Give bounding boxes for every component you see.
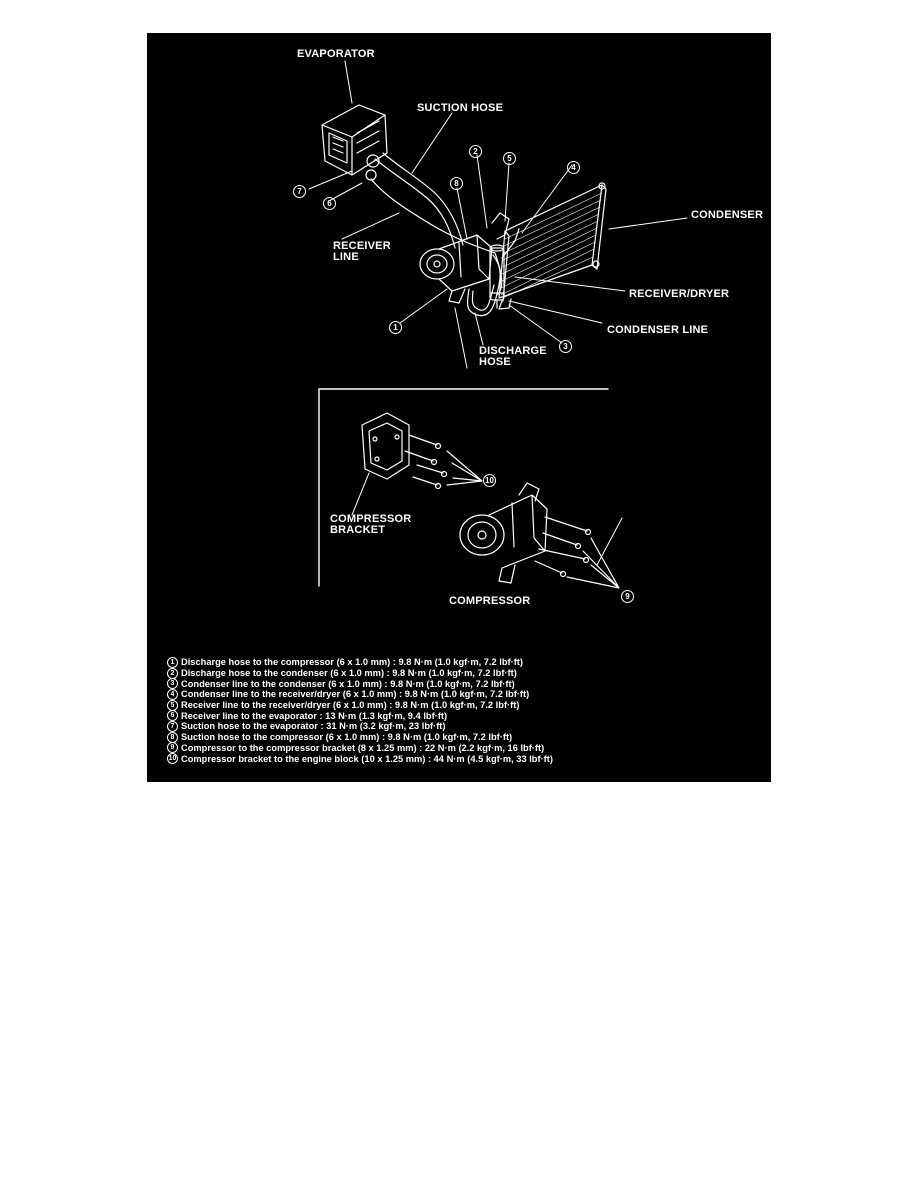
- inset-frame: [319, 389, 608, 586]
- legend-number: 3: [167, 678, 178, 689]
- compressor-drawing-upper: [420, 235, 492, 303]
- legend-number: 4: [167, 689, 178, 700]
- suction-hose-label: SUCTION HOSE: [417, 102, 504, 114]
- ac-component-diagram: [147, 33, 771, 782]
- legend-number: 5: [167, 700, 178, 711]
- legend-number: 8: [167, 732, 178, 743]
- legend-number: 2: [167, 668, 178, 679]
- legend-row: [167, 689, 767, 700]
- suction-hose-drawing: [375, 153, 463, 248]
- callout-1: 1: [389, 321, 402, 334]
- legend-text: Receiver line to the receiver/dryer (6 x 1.0 mm) : 9.8 N·m (1.0 kgf·m, 7.2 lbf·ft): [181, 700, 520, 711]
- legend-text: Discharge hose to the condenser (6 x 1.0 mm) : 9.8 N·m (1.0 kgf·m, 7.2 lbf·ft): [181, 668, 517, 679]
- callout-6: 6: [323, 197, 336, 210]
- condenser-drawing: [499, 183, 606, 309]
- legend-number: 7: [167, 721, 178, 732]
- discharge-hose-label-2: HOSE: [479, 356, 511, 368]
- receiver-line-label-2: LINE: [333, 251, 359, 263]
- legend-row: [167, 753, 767, 764]
- legend-text: Condenser line to the condenser (6 x 1.0 mm) : 9.8 N·m (1.0 kgf·m, 7.2 lbf·ft): [181, 678, 515, 689]
- legend-text: Compressor bracket to the engine block (10 x 1.25 mm) : 44 N·m (4.5 kgf·m, 33 lbf·ft): [181, 753, 553, 764]
- callout-10: 10: [483, 474, 496, 487]
- legend-row: [167, 668, 767, 679]
- callout-5: 5: [503, 152, 516, 165]
- callout-9: 9: [621, 590, 634, 603]
- callout-8: 8: [450, 177, 463, 190]
- legend-text: Condenser line to the receiver/dryer (6 x 1.0 mm) : 9.8 N·m (1.0 kgf·m, 7.2 lbf·ft): [181, 689, 530, 700]
- receiver-line-label-1: RECEIVER: [333, 240, 391, 252]
- torque-legend: [167, 657, 767, 764]
- condenser-label: CONDENSER: [691, 209, 764, 221]
- discharge-hose-inner: [472, 285, 494, 310]
- legend-number: 10: [168, 755, 177, 763]
- receiver-dryer-drawing: [490, 213, 519, 308]
- evaporator-label: EVAPORATOR: [297, 48, 375, 60]
- condenser-line-label: CONDENSER LINE: [607, 324, 709, 336]
- legend-text: Receiver line to the evaporator : 13 N·m (1.3 kgf·m, 9.4 lbf·ft): [181, 710, 448, 721]
- compressor-bracket-drawing: [362, 413, 409, 479]
- callout-2: 2: [469, 145, 482, 158]
- compressor-label: COMPRESSOR: [449, 595, 531, 607]
- callout-3: 3: [559, 340, 572, 353]
- legend-row: [167, 678, 767, 689]
- legend-number: 1: [167, 657, 178, 668]
- evaporator-drawing: [322, 105, 387, 180]
- discharge-hose-drawing: [467, 255, 500, 316]
- legend-text: Suction hose to the compressor (6 x 1.0 mm) : 9.8 N·m (1.0 kgf·m, 7.2 lbf·ft): [181, 732, 513, 743]
- callout-4: 4: [567, 161, 580, 174]
- legend-row: [167, 743, 767, 754]
- legend-text: Suction hose to the evaporator : 31 N·m (3.2 kgf·m, 23 lbf·ft): [181, 721, 446, 732]
- receiver-line-drawing: [371, 179, 502, 295]
- legend-row: [167, 721, 767, 732]
- legend-number: 9: [167, 742, 178, 753]
- legend-number: 6: [167, 710, 178, 721]
- compressor-bracket-label-1: COMPRESSOR: [330, 513, 412, 525]
- leader-lines: [309, 61, 687, 565]
- legend-row: [167, 710, 767, 721]
- compressor-bracket-label-2: BRACKET: [330, 524, 386, 536]
- legend-text: Discharge hose to the compressor (6 x 1.0 mm) : 9.8 N·m (1.0 kgf·m, 7.2 lbf·ft): [181, 657, 524, 668]
- receiver-dryer-label: RECEIVER/DRYER: [629, 288, 730, 300]
- compressor-drawing-inset: [460, 483, 547, 583]
- legend-row: [167, 700, 767, 711]
- legend-text: Compressor to the compressor bracket (8 x 1.25 mm) : 22 N·m (2.2 kgf·m, 16 lbf·ft): [181, 742, 545, 753]
- legend-row: [167, 657, 767, 668]
- compressor-bolts-drawing: [535, 517, 619, 588]
- legend-row: [167, 732, 767, 743]
- callout-7: 7: [293, 185, 306, 198]
- bracket-bolts-drawing: [405, 435, 482, 489]
- discharge-hose-label-1: DISCHARGE: [479, 345, 547, 357]
